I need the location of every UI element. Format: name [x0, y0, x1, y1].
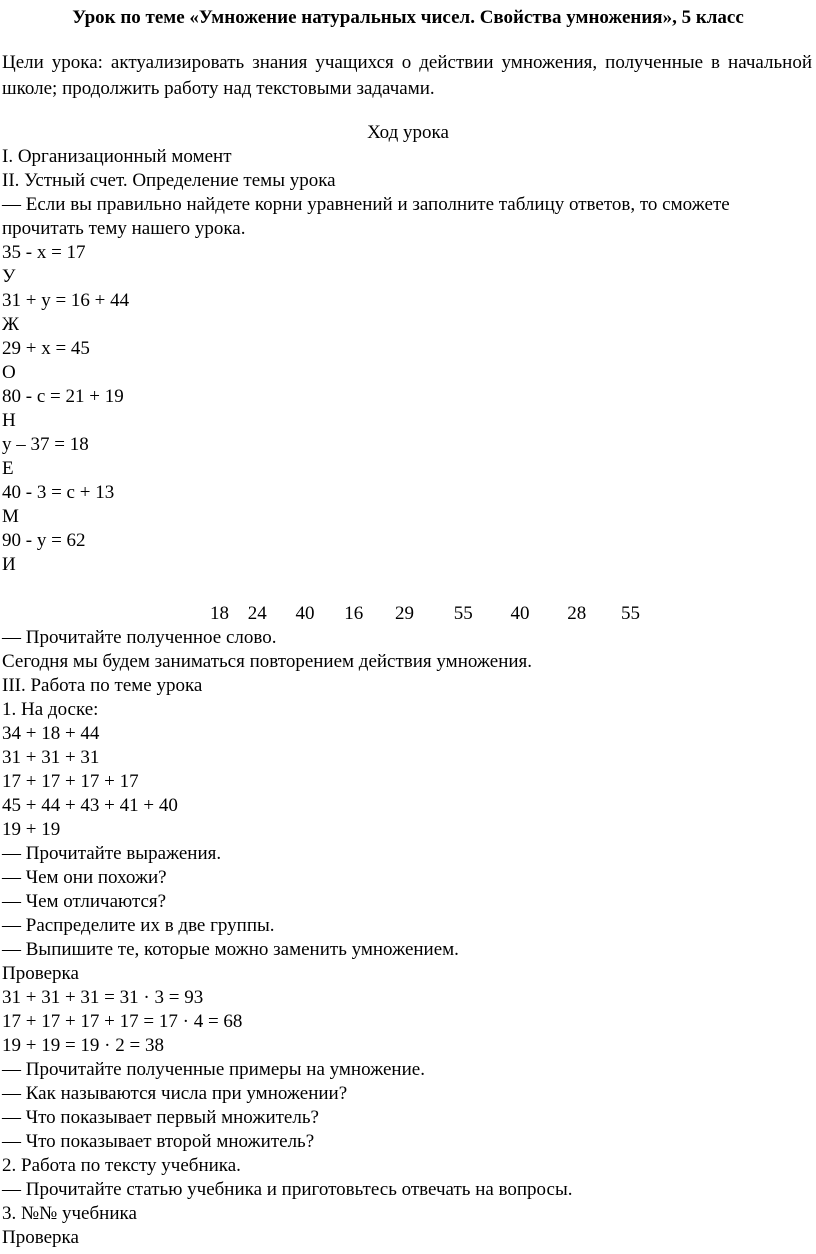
lesson-flow-heading: Ход урока [367, 122, 449, 143]
answer-cell: 16 [344, 603, 364, 624]
text-line: — Прочитайте полученное слово. [2, 627, 277, 648]
section-3-heading: III. Работа по теме урока [2, 675, 203, 696]
expression: 19 + 19 [2, 819, 61, 840]
question-line: — Чем отличаются? [2, 891, 167, 912]
equation-list [2, 241, 814, 577]
question-line: — Что показывает второй множитель? [2, 1131, 315, 1152]
lesson-goals: Цели урока: актуализировать знания учащихся о действии умножения, полученные в начальной школе; продолжить работу над текстовыми задачами. [2, 52, 812, 99]
equation-letter: М [2, 506, 19, 527]
equation-letter: И [2, 554, 16, 575]
equation: 31 + y = 16 + 44 [2, 290, 130, 311]
equation: y – 37 = 18 [2, 434, 89, 455]
equation-letter: У [2, 266, 16, 287]
expression: 17 + 17 + 17 + 17 = 17 · 4 = 68 [2, 1011, 243, 1032]
question-line: — Распределите их в две группы. [2, 915, 275, 936]
equation: 80 - c = 21 + 19 [2, 386, 124, 407]
answer-cell: 40 [510, 603, 530, 624]
equation: 40 - 3 = c + 13 [2, 482, 115, 503]
text-line: 2. Работа по тексту учебника. [2, 1155, 241, 1176]
text-line: 3. №№ учебника [2, 1203, 137, 1224]
check-heading: Проверка [2, 1227, 79, 1248]
expression: 31 + 31 + 31 [2, 747, 100, 768]
question-line: — Прочитайте статью учебника и приготовьтесь отвечать на вопросы. [2, 1179, 573, 1200]
equation-letter: Ж [2, 314, 20, 335]
answer-cell: 18 [210, 603, 229, 624]
equation: 35 - x = 17 [2, 242, 86, 263]
question-line: — Прочитайте выражения. [2, 843, 222, 864]
document-title: Урок по теме «Умножение натуральных чисел. Свойства умножения», 5 класс [72, 7, 744, 28]
expression: 45 + 44 + 43 + 41 + 40 [2, 795, 178, 816]
question-line: — Что показывает первый множитель? [2, 1107, 319, 1128]
section-2-heading: II. Устный счет. Определение темы урока [2, 170, 336, 191]
text-line: 1. На доске: [2, 699, 99, 720]
text-line: Сегодня мы будем заниматься повторением действия умножения. [2, 651, 533, 672]
answer-cell: 29 [395, 603, 414, 624]
question-line: — Как называются числа при умножении? [2, 1083, 348, 1104]
expression: 17 + 17 + 17 + 17 [2, 771, 139, 792]
answer-cell: 28 [567, 603, 587, 624]
equation-letter: Е [2, 458, 14, 479]
warmup-instruction: — Если вы правильно найдете корни уравнений и заполните таблицу ответов, то сможете прочитать тему нашего урока. [2, 194, 730, 239]
equation: 29 + x = 45 [2, 338, 90, 359]
expression: 34 + 18 + 44 [2, 723, 100, 744]
answer-cell: 55 [621, 603, 640, 624]
answer-table [210, 602, 651, 626]
main-section [2, 626, 814, 1250]
equation-letter: О [2, 362, 16, 383]
question-line: — Чем они похожи? [2, 867, 167, 888]
warmup-section [2, 145, 814, 577]
answer-cell: 40 [295, 603, 315, 624]
answer-cell: 55 [453, 603, 473, 624]
check-heading: Проверка [2, 963, 79, 984]
question-line: — Выпишите те, которые можно заменить умножением. [2, 939, 459, 960]
expression: 31 + 31 + 31 = 31 · 3 = 93 [2, 987, 204, 1008]
equation-letter: Н [2, 410, 16, 431]
expression: 19 + 19 = 19 · 2 = 38 [2, 1035, 164, 1056]
question-line: — Прочитайте полученные примеры на умножение. [2, 1059, 425, 1080]
equation: 90 - y = 62 [2, 530, 86, 551]
section-1-heading: I. Организационный момент [2, 146, 232, 167]
answer-cell: 24 [247, 603, 267, 624]
